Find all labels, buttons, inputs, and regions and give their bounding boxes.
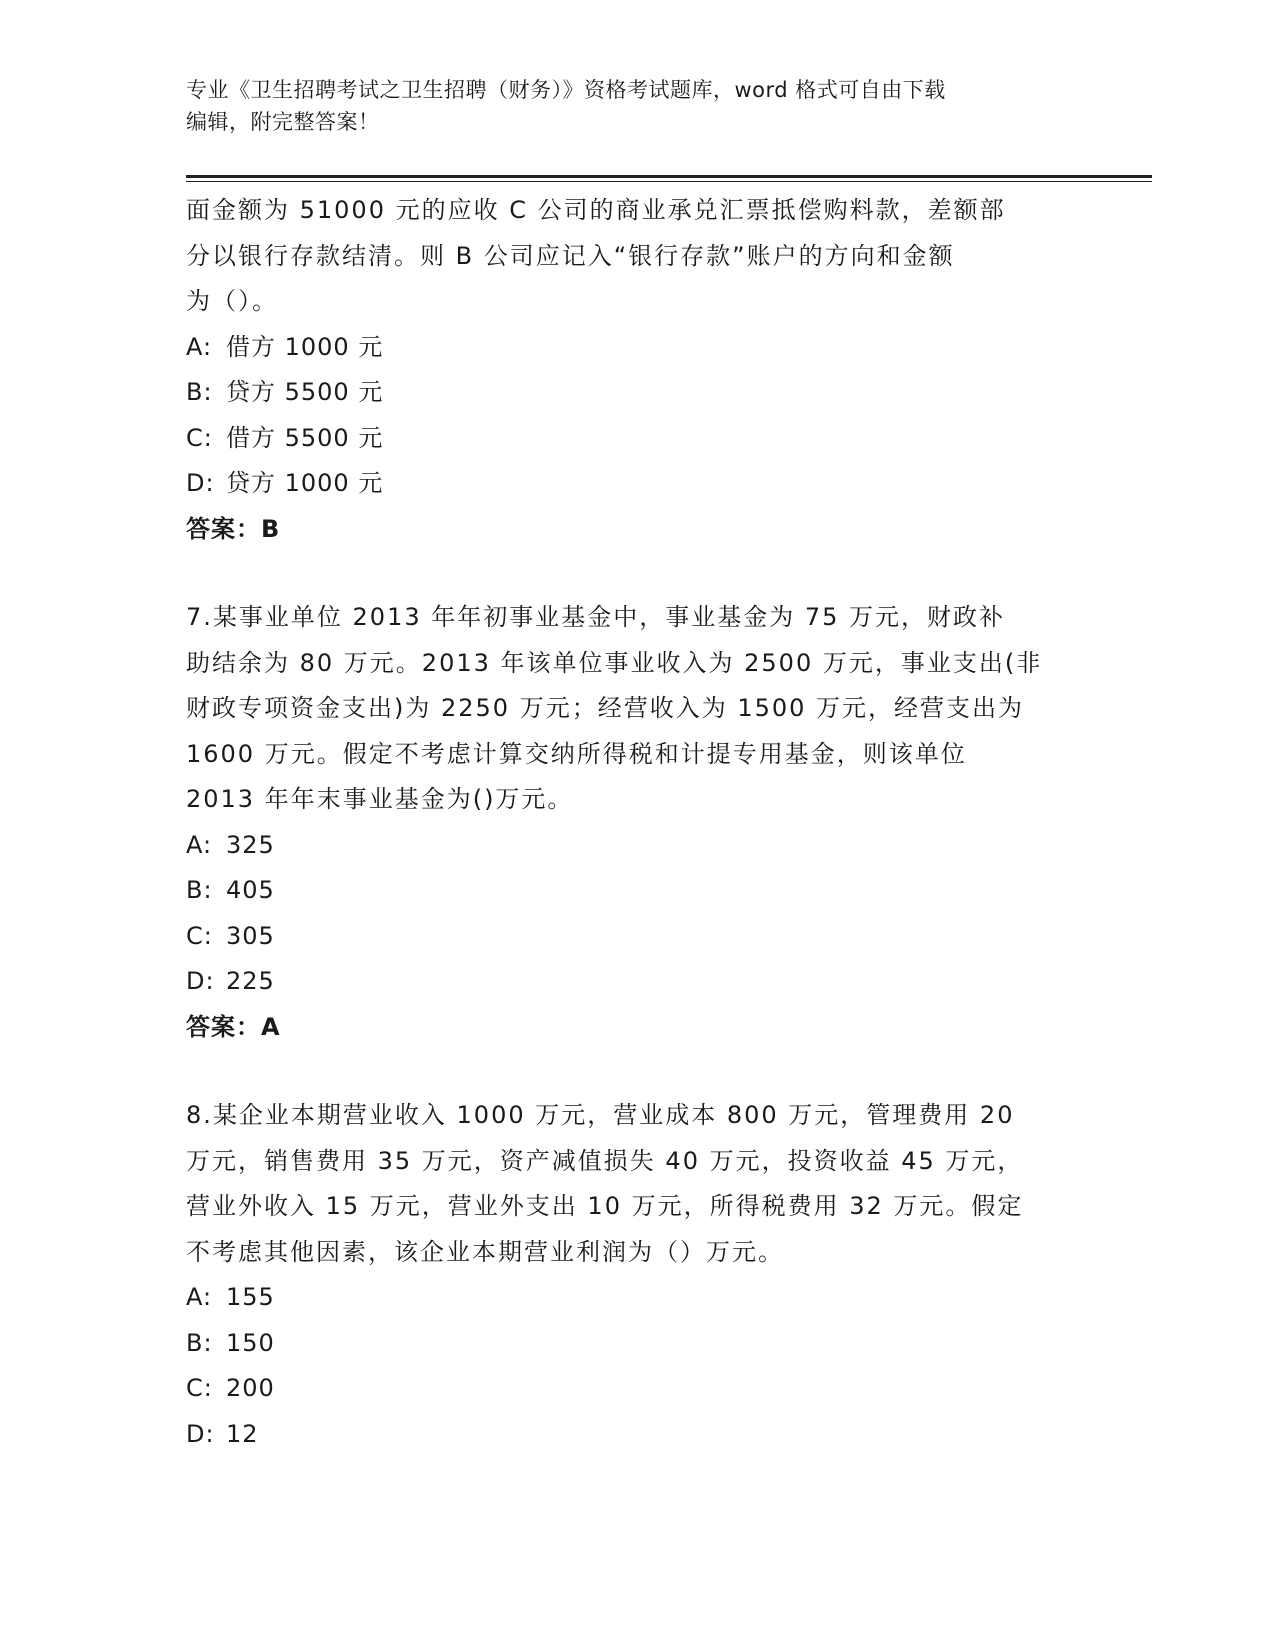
question-6-option-b [186,370,1086,416]
question-7-option-a [186,823,1086,869]
option-letter: A: [186,830,213,859]
option-letter: C: [186,423,213,452]
question-6 [186,188,1086,552]
question-8-option-c [186,1366,1086,1412]
stem-line: 2013 年年末事业基金为()万元。 [186,785,574,813]
document-body [186,188,1086,1457]
question-8-option-b [186,1321,1086,1367]
option-letter: D: [186,1419,215,1448]
question-7-answer: 答案：A [186,1012,281,1041]
document-header [186,74,1086,138]
question-8-stem [186,1093,1086,1275]
question-6-stem [186,188,1086,325]
option-letter: D: [186,469,215,497]
option-letter: C: [186,1374,213,1402]
header-divider-thin [186,181,1152,182]
option-text: 借方 1000 元 [226,332,384,361]
stem-line: 助结余为 80 万元。2013 年该单位事业收入为 2500 万元，事业支出(非 [186,648,1043,677]
option-letter: A: [186,332,213,361]
stem-line: 1600 万元。假定不考虑计算交纳所得税和计提专用基金，则该单位 [186,739,967,768]
option-letter: B: [186,876,213,904]
stem-line: 不考虑其他因素，该企业本期营业利润为（）万元。 [186,1237,784,1266]
question-7-stem [186,595,1086,823]
option-letter: B: [186,378,213,406]
stem-line: 万元，销售费用 35 万元，资产减值损失 40 万元，投资收益 45 万元， [186,1146,1024,1175]
question-6-option-d [186,461,1086,507]
option-letter: D: [186,967,215,995]
option-text: 贷方 5500 元 [226,378,384,406]
question-6-option-c [186,416,1086,462]
option-text: 305 [226,921,275,950]
question-6-answer: 答案：B [186,514,281,543]
question-7-option-b [186,868,1086,914]
stem-line: 面金额为 51000 元的应收 C 公司的商业承兑汇票抵偿购料款，差额部 [186,196,1006,224]
header-line-1: 专业《卫生招聘考试之卫生招聘（财务）》资格考试题库，word 格式可自由下载 [186,78,946,102]
header-line-2: 编辑，附完整答案！ [186,110,380,134]
question-7-option-d [186,959,1086,1005]
option-letter: B: [186,1328,213,1357]
option-text: 325 [226,830,275,859]
option-text: 225 [226,967,275,995]
stem-line: 7.某事业单位 2013 年年初事业基金中，事业基金为 75 万元，财政补 [186,603,1006,631]
stem-line: 分以银行存款结清。则 B 公司应记入“银行存款”账户的方向和金额 [186,241,955,270]
option-text: 12 [226,1419,259,1448]
question-6-option-a [186,325,1086,371]
option-text: 贷方 1000 元 [226,469,384,497]
question-7-option-c [186,914,1086,960]
question-spacer [186,1050,1086,1093]
option-letter: C: [186,921,213,950]
stem-line: 财政专项资金支出)为 2250 万元；经营收入为 1500 万元，经营支出为 [186,694,1025,722]
stem-line: 8.某企业本期营业收入 1000 万元，营业成本 800 万元，管理费用 20 [186,1101,1015,1129]
question-8-option-d [186,1412,1086,1458]
option-text: 借方 5500 元 [226,423,384,452]
option-text: 200 [226,1374,275,1402]
header-divider-thick [186,175,1152,178]
question-8 [186,1093,1086,1457]
stem-line: 为（）。 [186,287,278,315]
question-8-option-a [186,1275,1086,1321]
option-text: 150 [226,1328,275,1357]
option-text: 405 [226,876,275,904]
question-7 [186,595,1086,1050]
option-text: 155 [226,1283,275,1311]
option-letter: A: [186,1283,213,1311]
stem-line: 营业外收入 15 万元，营业外支出 10 万元，所得税费用 32 万元。假定 [186,1192,1024,1220]
question-spacer [186,552,1086,595]
